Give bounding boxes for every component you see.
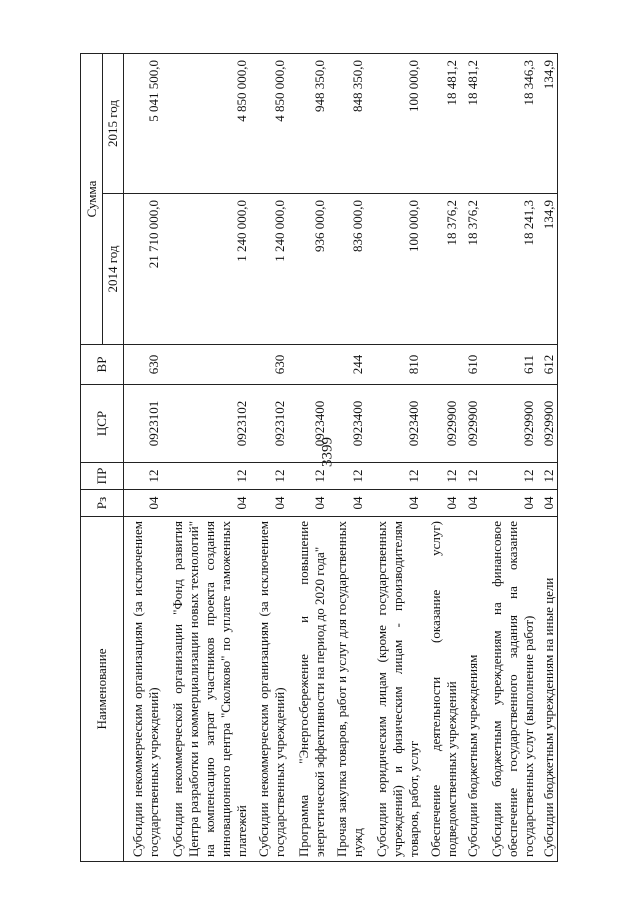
header-name: Наименование [81,517,124,862]
row-rz: 04 [366,490,422,517]
row-pr: 12 [537,463,558,490]
row-csr: 0929900 [422,385,460,463]
row-name: Прочая закупка товаров, работ и услуг для государственных нужд [328,517,366,862]
row-2015: 848 350,0 [328,54,366,194]
row-name: Субсидии бюджетным учреждениям на финансовое обеспечение государственного задания на оказание государственных услуг (выполнение работ) [481,517,537,862]
table-row [366,54,422,862]
row-csr: 0929900 [460,385,481,463]
row-vr [162,345,250,385]
table-row [422,54,460,862]
row-name: Субсидии некоммерческим организациям (за исключением государственных учреждений) [124,517,162,862]
row-csr: 0929900 [537,385,558,463]
header-2014: 2014 год [103,194,124,345]
header-rz: Рз [81,490,124,517]
row-2014: 1 240 000,0 [162,194,250,345]
row-2015: 18 481,2 [422,54,460,194]
row-csr: 0923102 [162,385,250,463]
table-row [250,54,288,862]
row-vr: 612 [537,345,558,385]
row-2015: 18 346,3 [481,54,537,194]
row-2014: 100 000,0 [366,194,422,345]
row-2015: 4 850 000,0 [162,54,250,194]
row-2014: 18 376,2 [422,194,460,345]
row-rz: 04 [124,490,162,517]
row-2015: 18 481,2 [460,54,481,194]
row-csr: 0923101 [124,385,162,463]
row-name: Субсидии юридическим лицам (кроме государственных учреждений) и физическим лицам - производителям товаров, работ, услуг [366,517,422,862]
rotated-table-container [80,54,556,862]
row-csr: 0923102 [250,385,288,463]
budget-table [80,53,558,862]
table-row [537,54,558,862]
row-pr: 12 [366,463,422,490]
table-row [288,54,328,862]
row-csr: 0923400 [328,385,366,463]
row-2015: 100 000,0 [366,54,422,194]
row-rz: 04 [537,490,558,517]
row-rz: 04 [481,490,537,517]
row-2014: 18 241,3 [481,194,537,345]
row-rz: 04 [460,490,481,517]
row-rz: 04 [288,490,328,517]
row-name: Программа "Энергосбережение и повышение энергетической эффективности на период до 2020 года" [288,517,328,862]
row-name: Субсидии бюджетным учреждениям [460,517,481,862]
row-2015: 5 041 500,0 [124,54,162,194]
row-pr: 12 [288,463,328,490]
row-vr [422,345,460,385]
row-pr: 12 [460,463,481,490]
row-vr [288,345,328,385]
row-pr: 12 [328,463,366,490]
row-2014: 936 000,0 [288,194,328,345]
page-number: 3399 [319,437,336,467]
table-row [328,54,366,862]
row-name: Обеспечение деятельности (оказание услуг) подведомственных учреждений [422,517,460,862]
row-vr: 630 [124,345,162,385]
row-pr: 12 [422,463,460,490]
row-rz: 04 [162,490,250,517]
row-rz: 04 [422,490,460,517]
row-vr: 630 [250,345,288,385]
table-row [162,54,250,862]
row-rz: 04 [250,490,288,517]
row-vr: 810 [366,345,422,385]
row-csr: 0923400 [366,385,422,463]
row-2015: 4 850 000,0 [250,54,288,194]
row-2014: 1 240 000,0 [250,194,288,345]
row-name: Субсидии бюджетным учреждениям на иные цели [537,517,558,862]
header-csr: ЦСР [81,385,124,463]
row-2014: 836 000,0 [328,194,366,345]
header-2015: 2015 год [103,54,124,194]
table-row [460,54,481,862]
row-vr: 611 [481,345,537,385]
header-pr: ПР [81,463,124,490]
row-pr: 12 [250,463,288,490]
row-2015: 134,9 [537,54,558,194]
table-row [124,54,162,862]
row-name: Субсидии некоммерческой организации "Фонд развития Центра разработки и коммерциализации новых технологий" на компенсацию затрат участников проекта создания инновационного центра "Сколково" по уплате таможенных платежей [162,517,250,862]
table-row [481,54,537,862]
row-vr: 244 [328,345,366,385]
header-vr: ВР [81,345,124,385]
row-pr: 12 [481,463,537,490]
row-vr: 610 [460,345,481,385]
row-csr: 0929900 [481,385,537,463]
header-sum: Сумма [81,54,103,345]
row-csr: 0923400 [288,385,328,463]
row-name: Субсидии некоммерческим организациям (за исключением государственных учреждений) [250,517,288,862]
row-2014: 21 710 000,0 [124,194,162,345]
row-rz: 04 [328,490,366,517]
row-pr: 12 [162,463,250,490]
row-2014: 134,9 [537,194,558,345]
row-2015: 948 350,0 [288,54,328,194]
row-pr: 12 [124,463,162,490]
row-2014: 18 376,2 [460,194,481,345]
